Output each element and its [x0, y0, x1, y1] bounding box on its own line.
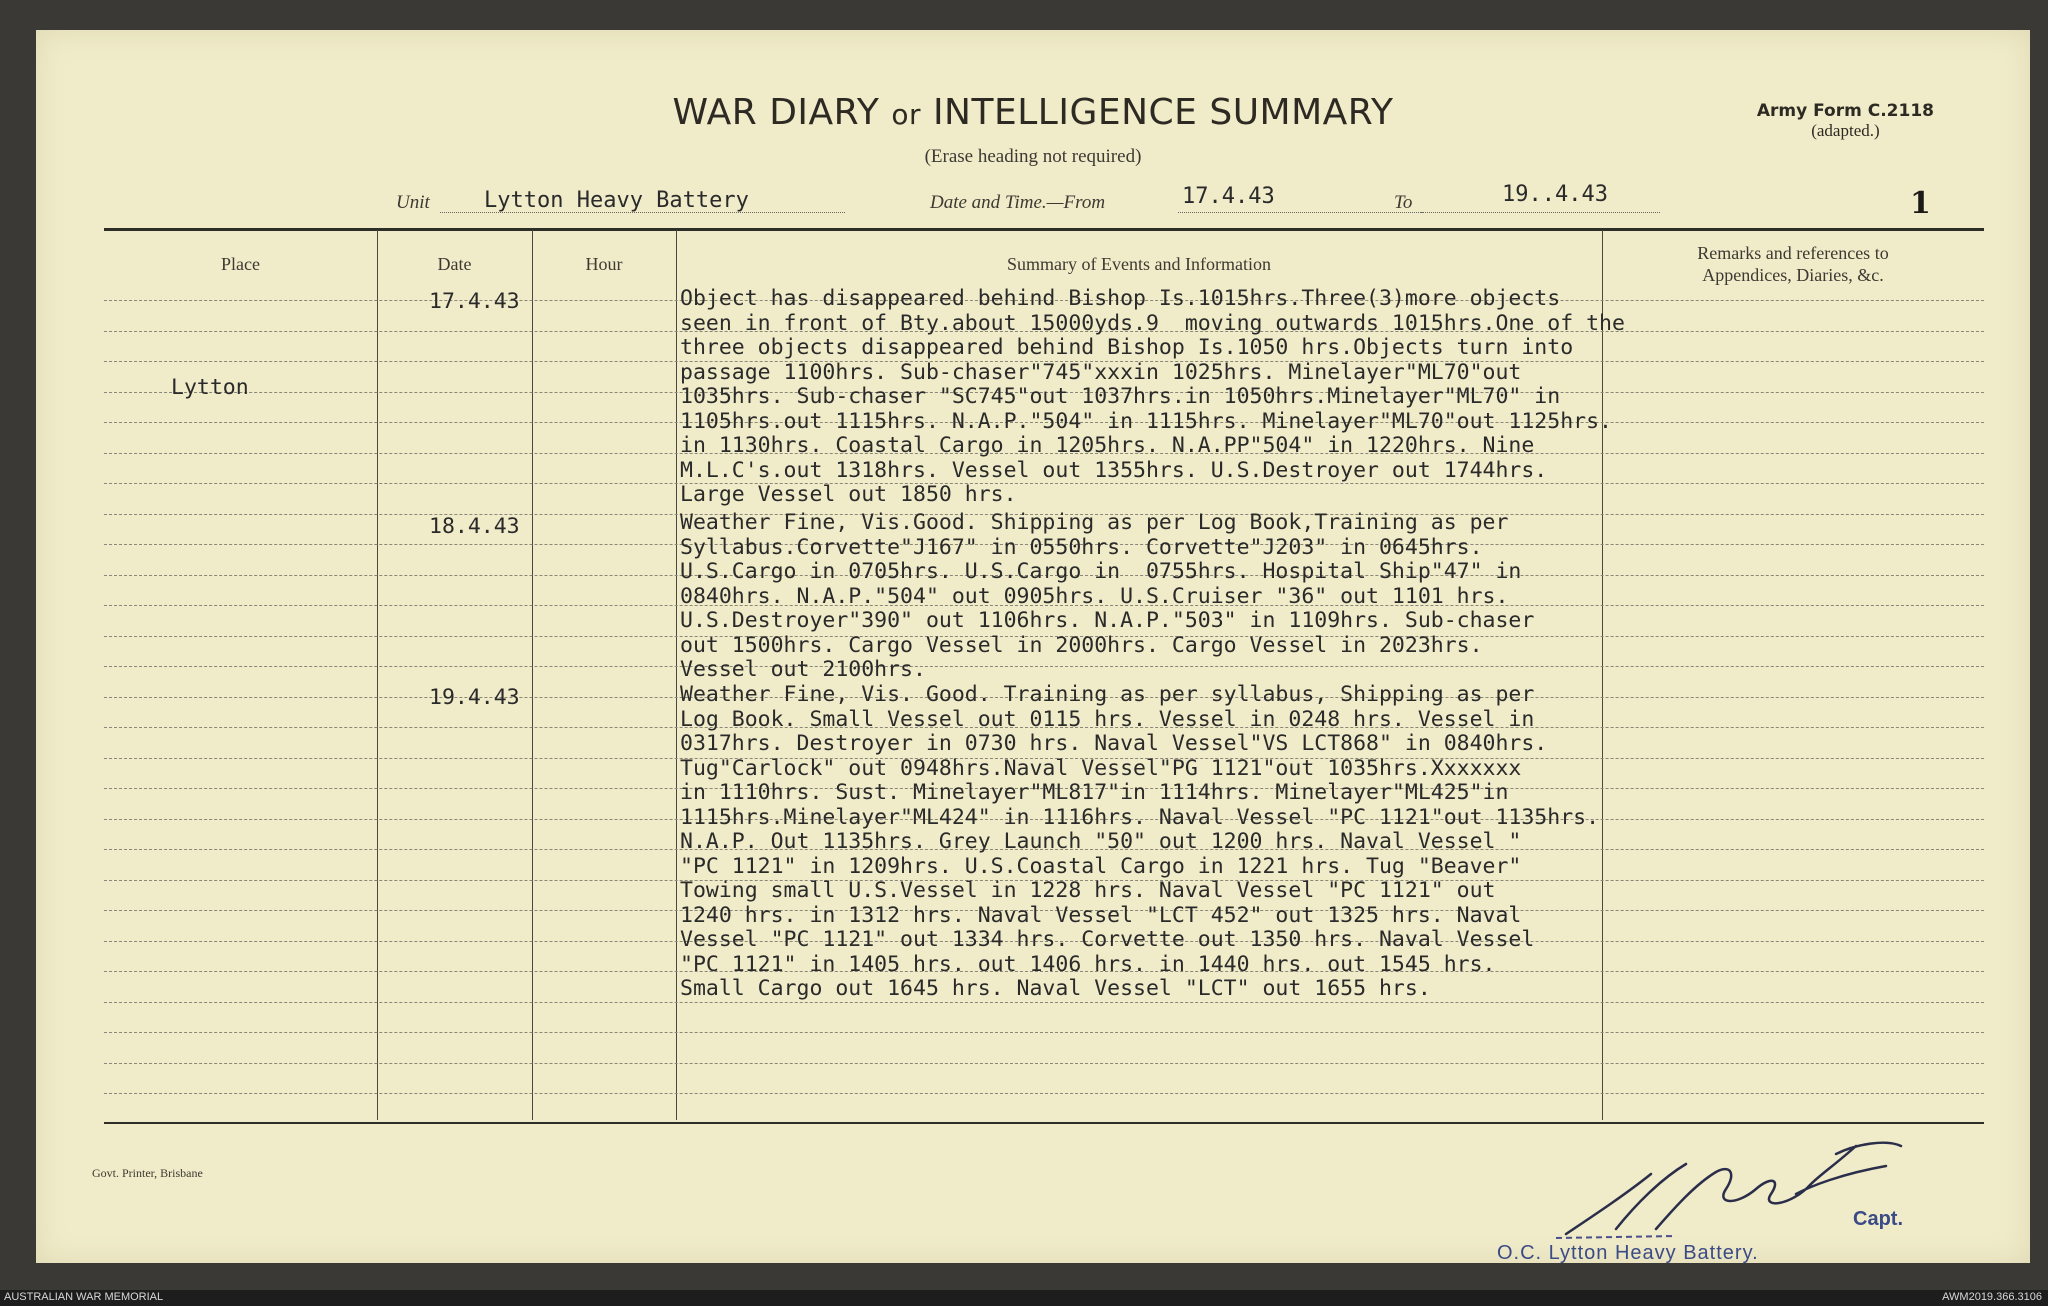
- entry-summary-2: [680, 511, 1790, 683]
- form-id-label: Army Form C.2118: [1756, 101, 1934, 121]
- summary-line: Object has disappeared behind Bishop Is.1015hrs.Three(3)more objects: [680, 286, 1561, 311]
- summary-line: Tug"Carlock" out 0948hrs.Naval Vessel"PG 1121"out 1035hrs.Xxxxxxx: [680, 755, 1522, 781]
- summary-line: out 1500hrs. Cargo Vessel in 2000hrs. Cargo Vessel in 2023hrs.: [680, 632, 1483, 658]
- title-or: or: [891, 98, 921, 131]
- stamp-rank: Capt.: [1853, 1208, 1903, 1230]
- date-to-label: To: [1394, 192, 1413, 213]
- summary-line: seen in front of Bty.about 15000yds.9 moving outwards 1015hrs.One of the: [680, 310, 1625, 336]
- col-header-remarks: [1602, 242, 1984, 286]
- unit-value: Lytton Heavy Battery: [484, 188, 749, 213]
- summary-line: 1105hrs.out 1115hrs. N.A.P."504" in 1115hrs. Minelayer"ML70"out 1125hrs.: [680, 408, 1612, 434]
- summary-line: Vessel "PC 1121" out 1334 hrs. Corvette out 1350 hrs. Naval Vessel: [680, 927, 1535, 952]
- summary-line: "PC 1121" in 1405 hrs. out 1406 hrs. in 1440 hrs. out 1545 hrs.: [680, 951, 1496, 977]
- entry-date-1: 17.4.43: [429, 289, 520, 314]
- summary-line: 0317hrs. Destroyer in 0730 hrs. Naval Vessel"VS LCT868" in 0840hrs.: [680, 731, 1548, 756]
- summary-line: Weather Fine, Vis.Good. Shipping as per Log Book,Training as per: [680, 510, 1509, 535]
- summary-line: Vessel out 2100hrs.: [680, 657, 926, 682]
- col-divider-place: [377, 230, 378, 1120]
- diary-page: [36, 30, 2030, 1263]
- summary-line: in 1110hrs. Sust. Minelayer"ML817"in 1114hrs. Minelayer"ML425"in: [680, 780, 1509, 805]
- col-header-place: Place: [221, 254, 260, 274]
- entry-date-3: 19.4.43: [429, 685, 520, 710]
- title-second: INTELLIGENCE SUMMARY: [932, 92, 1394, 133]
- page-title: [36, 92, 2030, 133]
- summary-line: Syllabus.Corvette"J167" in 0550hrs. Corvette"J203" in 0645hrs.: [680, 534, 1483, 560]
- date-to-value: 19..4.43: [1502, 182, 1608, 207]
- summary-line: in 1130hrs. Coastal Cargo in 1205hrs. N.A.PP"504" in 1220hrs. Nine: [680, 433, 1535, 458]
- archive-footer: [0, 1290, 2048, 1306]
- table-top-rule: [104, 228, 1984, 231]
- ruling-line: [104, 1093, 1984, 1094]
- summary-line: 1035hrs. Sub-chaser "SC745"out 1037hrs.in 1050hrs.Minelayer"ML70" in: [680, 384, 1561, 409]
- summary-line: 0840hrs. N.A.P."504" out 0905hrs. U.S.Cruiser "36" out 1101 hrs.: [680, 583, 1509, 609]
- col-divider-hour: [676, 230, 677, 1120]
- summary-line: "PC 1121" in 1209hrs. U.S.Coastal Cargo in 1221 hrs. Tug "Beaver": [680, 853, 1522, 879]
- title-main: WAR DIARY: [672, 92, 880, 133]
- summary-line: Log Book. Small Vessel out 0115 hrs. Vessel in 0248 hrs. Vessel in: [680, 706, 1535, 732]
- date-from-value: 17.4.43: [1182, 184, 1275, 209]
- page-number: 1: [1910, 186, 1931, 221]
- table-bottom-rule: [104, 1122, 1984, 1124]
- summary-line: M.L.C's.out 1318hrs. Vessel out 1355hrs. U.S.Destroyer out 1744hrs.: [680, 457, 1548, 483]
- summary-line: 1115hrs.Minelayer"ML424" in 1116hrs. Naval Vessel "PC 1121"out 1135hrs.: [680, 804, 1600, 830]
- page-subtitle: (Erase heading not required): [924, 146, 1142, 167]
- summary-line: three objects disappeared behind Bishop Is.1050 hrs.Objects turn into: [680, 335, 1574, 360]
- archive-credit: AUSTRALIAN WAR MEMORIAL: [4, 1291, 164, 1303]
- ruling-line: [104, 1032, 1984, 1033]
- place-value: Lytton: [171, 375, 249, 400]
- ruling-line: [104, 1063, 1984, 1064]
- date-from-underline: [1178, 212, 1423, 213]
- col-header-hour: Hour: [585, 254, 623, 274]
- col-header-remarks-line2: Appendices, Diaries, &c.: [1702, 265, 1884, 285]
- summary-line: U.S.Cargo in 0705hrs. U.S.Cargo in 0755hrs. Hospital Ship"47" in: [680, 559, 1522, 584]
- unit-label: Unit: [396, 192, 430, 213]
- form-identifier: [1757, 101, 1934, 141]
- summary-line: Small Cargo out 1645 hrs. Naval Vessel "LCT" out 1655 hrs.: [680, 976, 1431, 1001]
- summary-line: passage 1100hrs. Sub-chaser"745"xxxin 1025hrs. Minelayer"ML70"out: [680, 359, 1522, 385]
- summary-line: N.A.P. Out 1135hrs. Grey Launch "50" out 1200 hrs. Naval Vessel ": [680, 829, 1522, 854]
- col-header-date: Date: [437, 254, 472, 274]
- date-to-underline: [1420, 212, 1660, 213]
- summary-line: U.S.Destroyer"390" out 1106hrs. N.A.P."503" in 1109hrs. Sub-chaser: [680, 608, 1535, 633]
- summary-line: Towing small U.S.Vessel in 1228 hrs. Naval Vessel "PC 1121" out: [680, 878, 1496, 903]
- summary-line: Large Vessel out 1850 hrs.: [680, 482, 1017, 507]
- summary-line: 1240 hrs. in 1312 hrs. Naval Vessel "LCT 452" out 1325 hrs. Naval: [680, 902, 1522, 928]
- col-divider-date: [532, 230, 533, 1120]
- col-header-remarks-line1: Remarks and references to: [1697, 243, 1889, 263]
- date-from-label: Date and Time.—From: [930, 192, 1106, 213]
- summary-line: Weather Fine, Vis. Good. Training as per syllabus, Shipping as per: [680, 682, 1535, 707]
- ruling-line: [104, 1002, 1984, 1003]
- entry-date-2: 18.4.43: [429, 514, 520, 539]
- form-adapted-label: (adapted.): [1811, 121, 1880, 140]
- stamp-unit: O.C. Lytton Heavy Battery.: [1497, 1242, 1759, 1264]
- archive-reference: AWM2019.366.3106: [1942, 1291, 2042, 1303]
- col-header-summary: Summary of Events and Information: [1007, 254, 1271, 274]
- printer-credit: Govt. Printer, Brisbane: [92, 1166, 203, 1180]
- entry-summary-3: [680, 683, 1790, 1002]
- entry-summary-1: [680, 287, 1790, 508]
